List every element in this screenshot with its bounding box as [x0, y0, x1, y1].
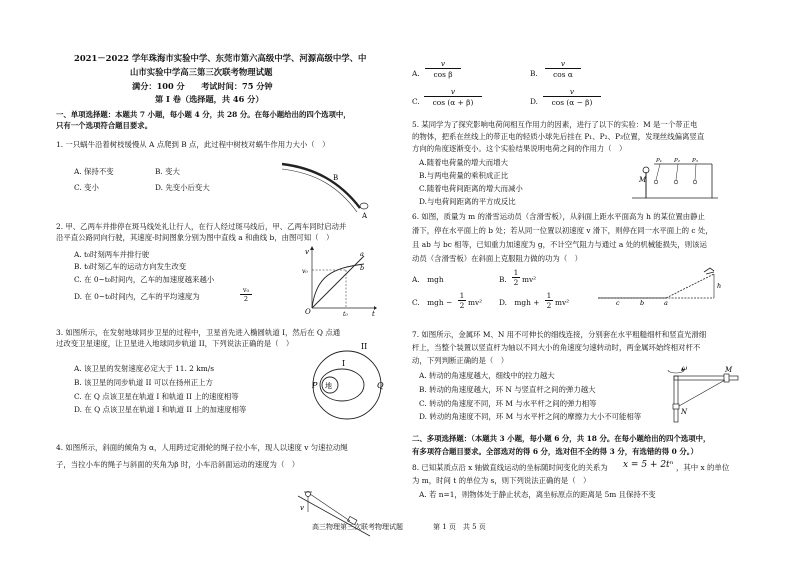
svg-text:I: I [342, 359, 346, 368]
q5-option-d: D.与电荷间距离的平方成反比 [419, 197, 516, 206]
q5-option-c: C.随着电荷间距离的增大而减小 [419, 184, 523, 193]
section1-heading: 一、单项选择题：本题共 7 小题，每小题 4 分，共 28 分。在每小题给出的四个选项中， [56, 110, 351, 119]
q4-option-b-label: B. [530, 69, 538, 78]
q2-option-c: C. 在 0~t₀时间内，乙车的加速度越来越小 [74, 275, 215, 284]
q2-d-frac-den: 2 [243, 295, 249, 303]
q2-line1: 2. 甲、乙两车并排停在斑马线处礼让行人，在行人经过斑马线后，甲、乙两车同时启动并 [56, 222, 347, 231]
q3-option-c: C. 在 Q 点该卫星在轨道 I 和轨道 II 上的速度相等 [74, 392, 239, 401]
q4-line2: 子，当拉小车的绳子与斜面的夹角为β 时，小车沿斜面运动的速度为（ ） [56, 460, 300, 469]
q6-option-d-den: 2 [546, 301, 552, 310]
q7-line2: 杆上，当整个装置以竖直杆为轴以不同大小的角速度匀速转动时，两金属环始终相对杆不 [412, 343, 701, 352]
svg-text:t₀: t₀ [343, 311, 348, 318]
q8-formula: x = 5 + 2tⁿ [623, 460, 674, 470]
q1-option-b: B. 变大 [155, 167, 180, 176]
svg-text:b: b [640, 299, 645, 307]
q8-line1-pre: 8. 已知某质点沿 x 轴做直线运动的坐标随时间变化的关系为 [412, 463, 608, 472]
svg-text:M: M [639, 176, 647, 184]
svg-text:N: N [681, 408, 688, 416]
score-time: 满分：100 分 考试时间：75 分钟 [132, 81, 273, 91]
svg-text:A: A [362, 212, 368, 220]
q5-line3: 方向的角度逐渐变小。这个实验结果说明电荷之间的作用力（ ） [412, 144, 627, 153]
q6-option-c-den: 2 [459, 301, 465, 310]
skier-icon [704, 268, 714, 274]
q3-option-d: D. 在 Q 点该卫星在轨道 I 和轨道 II 上的加速度相等 [74, 405, 247, 414]
q6-option-b-tail: mv² [522, 275, 537, 284]
q3-line2: 过改变卫星速度，让卫星进入地球同步轨道 II，下列说法正确的是（ ） [56, 339, 294, 348]
q1-option-d: D. 先变小后变大 [155, 183, 210, 192]
q4-option-c-den: cos (α + β) [432, 98, 474, 107]
q2-line2: 沿平直公路同向行驶，其速度-时间图象分别为图中直线 a 和曲线 b，由图可知（ ） [56, 233, 334, 242]
exam-title-line2: 山市实验中学高三第三次联考物理试题 [130, 67, 273, 77]
q1-option-a: A. 保持不变 [74, 167, 114, 176]
svg-text:a: a [360, 250, 364, 258]
q2-option-a: A. t₀时刻两车并排行驶 [74, 250, 150, 259]
q7-line3: 动，下列判断正确的是（ ） [412, 356, 509, 365]
q5-option-a: A.随着电荷量的增大而增大 [419, 158, 508, 167]
svg-text:P₁: P₁ [656, 158, 662, 164]
q6-line3: 且 ab 与 bc 相等，已知重力加速度为 g，不计空气阻力与通过 a 处的机械能损失，则该运 [412, 240, 707, 249]
q1-stem: 1. 一只蜗牛沿着树枝缓慢从 A 点爬到 B 点，此过程中树枝对蜗牛作用力大小（ ） [56, 140, 330, 149]
svg-text:P: P [312, 381, 318, 390]
q8-line1-post: ，其中 x 的单位 [676, 463, 730, 472]
volume-title: 第 Ⅰ 卷（选择题，共 46 分） [155, 94, 264, 104]
q4-line1: 4. 如图所示，斜面的倾角为 α，人用跨过定滑轮的绳子拉小车，现人以速度 v 匀速拉动绳 [56, 443, 348, 452]
svg-text:P₂: P₂ [674, 158, 680, 164]
q4-option-b-num: v [545, 59, 581, 69]
q4-option-a-den: cos β [433, 70, 453, 79]
q5-option-b: B.与两电荷量的乘积成正比 [419, 171, 509, 180]
section2-heading: 二、多项选择题：（本题共 3 小题，每小题 6 分，共 18 分。在每小题给出的四个选项中， [412, 434, 711, 443]
q3-orbit-figure [306, 342, 388, 421]
q4-option-d-label: D. [530, 97, 539, 106]
q6-line1: 6. 如图，质量为 m 的滑雪运动员（含滑雪板），从斜面上距水平面高为 h 的某位置由静止 [412, 212, 705, 221]
q6-option-c-num: 1 [459, 291, 465, 300]
q1-branch-figure [280, 160, 380, 220]
section1-heading2: 只有一个选项符合题目要求。 [56, 121, 153, 130]
svg-text:M: M [725, 366, 733, 374]
q6-option-b-den: 2 [513, 278, 519, 287]
q8-line2: 为 m，时间 t 的单位为 s，则下列说法正确的是（ ） [412, 476, 591, 485]
svg-text:地: 地 [325, 382, 332, 390]
q6-option-a: A. mgh [412, 275, 444, 284]
q3-option-b: B. 该卫星的同步轨道 II 可以在扬州正上方 [74, 378, 213, 387]
q2-option-b: B. t₀时刻乙车的运动方向发生改变 [74, 262, 187, 271]
q2-option-d: D. 在 0~t₀时间内，乙车的平均速度为 [74, 292, 200, 301]
svg-text:ω: ω [682, 364, 688, 372]
footer-title: 高三物理第三次联考物理试题 [312, 523, 403, 531]
svg-text:O: O [305, 308, 311, 316]
q4-option-a-label: A. [412, 69, 420, 78]
q3-option-a: A. 该卫星的发射速度必定大于 11. 2 km/s [74, 364, 214, 373]
q7-line1: 7. 如图所示，金属环 M、N 用不可伸长的细线连接，分别套在水平粗糙细杆和竖直光滑细 [412, 330, 707, 339]
q4-option-c-label: C. [412, 97, 420, 106]
q5-line1: 5. 某同学为了探究影响电荷间相互作用力的因素，进行了以下的实验：M 是一个带正电 [412, 120, 698, 129]
svg-text:h: h [717, 282, 722, 290]
q4-option-d-den: cos (α − β) [551, 98, 593, 107]
svg-text:B: B [333, 174, 339, 182]
q7-option-d: D. 转动的角速度不同，环 M 与水平杆之间的摩擦力大小不可能相等 [419, 412, 642, 421]
q7-option-b: B. 转动的角速度越大，环 N 与竖直杆之间的弹力越大 [419, 385, 596, 394]
q7-option-a: A. 转动的角速度越大，细线中的拉力越大 [419, 371, 555, 380]
q4-option-a-num: v [425, 59, 461, 69]
q6-option-c-tail: mv² [468, 298, 483, 307]
svg-text:t: t [372, 310, 375, 318]
q3-line1: 3. 如图所示，在发射地球同步卫星的过程中，卫星首先进入椭圆轨道 I，然后在 Q 点通 [56, 328, 341, 337]
section2-heading2: 有多项符合题目要求。全部选对的得 6 分，选对但不全的得 3 分，有选错的得 0 分。） [412, 447, 698, 456]
q6-option-d-tail: mv² [555, 298, 570, 307]
svg-text:II: II [361, 342, 368, 351]
q6-option-d-label: D. mgh + [499, 298, 540, 307]
q6-ski-slope-figure [596, 266, 726, 306]
svg-text:v₀: v₀ [302, 268, 308, 275]
svg-text:c: c [616, 299, 620, 307]
q8-option-a: A. 若 n=1，则物体处于静止状态，离坐标原点的距离是 5m 且保持不变 [419, 490, 656, 499]
svg-text:P₃: P₃ [692, 158, 698, 164]
q6-option-b-num: 1 [513, 268, 519, 277]
svg-text:b: b [360, 264, 365, 272]
footer-page: 第 1 页 共 5 页 [433, 523, 486, 531]
svg-text:v: v [300, 504, 304, 512]
q7-option-c: C. 转动的角速度不同，环 M 与水平杆之间的弹力相等 [419, 399, 597, 408]
svg-text:Q: Q [377, 381, 384, 390]
q4-option-c-num: v [424, 87, 482, 97]
exam-title-line1: 2021－2022 学年珠海市实验中学、东莞市第六高级中学、河源高级中学、中 [74, 53, 367, 63]
svg-text:a: a [664, 299, 668, 307]
q6-option-c-label: C. mgh − [412, 298, 453, 307]
q6-option-b-label: B. [499, 275, 507, 284]
q1-option-c: C. 变小 [74, 183, 99, 192]
q7-rotating-rods-figure [660, 364, 740, 424]
q6-option-d-num: 1 [546, 291, 552, 300]
q5-line2: 的物体，把系在丝线上的带正电的轻质小球先后挂在 P₁、P₂、P₃位置，发现丝线偏离竖直 [412, 132, 705, 141]
snail-icon [360, 203, 368, 209]
q5-coulomb-figure [630, 160, 720, 202]
q2-vt-graph [302, 246, 377, 318]
q4-option-b-den: cos α [553, 70, 573, 79]
q2-d-frac-num: v₀ [240, 287, 252, 295]
q6-line4: 动员（含滑雪板）在斜面上克服阻力做的功为（ ） [412, 254, 582, 263]
q6-line2: 滑下，停在水平面上的 b 处；若从同一位置以初速度 v 滑下，则停在同一水平面上的 c 处， [412, 226, 713, 235]
svg-text:v: v [305, 248, 309, 256]
q4-option-d-num: v [543, 87, 601, 97]
